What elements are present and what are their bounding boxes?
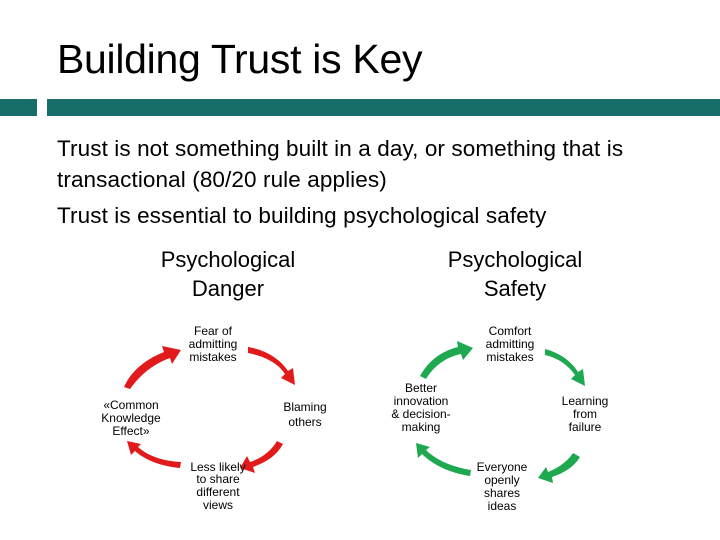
danger-arrow-top-left: [124, 346, 181, 389]
safety-heading-line2: Safety: [483, 276, 547, 301]
safety-node-learning-line3: failure: [568, 420, 602, 434]
safety-node-comfort-line3: mistakes: [486, 350, 534, 364]
slide-title: Building Trust is Key: [57, 36, 423, 82]
danger-node-fear-line3: mistakes: [189, 350, 237, 364]
safety-node-innovation-line4: making: [401, 420, 441, 434]
danger-node-blaming-line1: Blaming: [283, 400, 327, 414]
safety-node-everyone-line1: Everyone: [476, 460, 528, 474]
danger-node-ck-line1: «Common: [103, 398, 159, 412]
danger-arrow-bottom-left: [127, 441, 181, 468]
safety-arrow-top-left: [420, 341, 473, 379]
safety-node-everyone: [477, 460, 528, 513]
safety-node-everyone-line3: shares: [483, 486, 521, 500]
safety-node-innovation-line2: innovation: [393, 394, 449, 408]
danger-node-less-likely: [190, 460, 245, 512]
safety-node-everyone-line4: ideas: [487, 499, 517, 513]
danger-heading: [161, 247, 296, 301]
safety-node-comfort: [486, 324, 535, 364]
safety-node-comfort-line2: admitting: [485, 337, 535, 351]
safety-node-learning-line1: Learning: [561, 394, 609, 408]
danger-node-ck-line3: Effect»: [112, 424, 150, 438]
danger-arrow-top-right: [248, 347, 295, 385]
safety-node-everyone-line2: openly: [484, 473, 520, 487]
safety-node-comfort-line1: Comfort: [488, 324, 532, 338]
safety-arrow-top-right: [545, 349, 585, 386]
safety-node-innovation-line1: Better: [404, 381, 438, 395]
danger-node-less-likely-line1: Less likely: [190, 460, 246, 474]
danger-node-ck-line2: Knowledge: [101, 411, 161, 425]
safety-nodes: [391, 324, 608, 513]
danger-node-less-likely-line3: different: [196, 485, 240, 499]
danger-node-blaming-line2: others: [288, 415, 322, 429]
safety-heading: [448, 247, 583, 301]
bullet-essential: Trust is essential to building psychological safety: [57, 203, 547, 228]
danger-node-blaming: [283, 400, 326, 429]
safety-heading-line1: Psychological: [447, 247, 583, 272]
danger-arrow-bottom-right: [240, 441, 283, 473]
danger-node-fear: [189, 324, 238, 364]
safety-node-better-innovation: [391, 381, 450, 434]
danger-heading-line2: Danger: [191, 276, 265, 301]
safety-arrow-bottom-right: [538, 453, 580, 483]
danger-node-less-likely-line2: to share: [196, 472, 240, 486]
safety-arrow-bottom-left: [416, 443, 471, 476]
safety-node-learning-line2: from: [573, 407, 597, 421]
danger-node-common-knowledge: [101, 398, 161, 438]
bullet-transactional: Trust is not something built in a day, or something that is transactional (80/20 rule applies): [57, 136, 624, 192]
danger-nodes: [101, 324, 326, 512]
safety-node-innovation-line3: & decision-: [391, 407, 451, 421]
danger-node-fear-line1: Fear of: [193, 324, 233, 338]
danger-node-less-likely-line4: views: [202, 498, 234, 512]
danger-heading-line1: Psychological: [160, 247, 296, 272]
safety-node-learning: [562, 394, 609, 434]
danger-node-fear-line2: admitting: [188, 337, 238, 351]
